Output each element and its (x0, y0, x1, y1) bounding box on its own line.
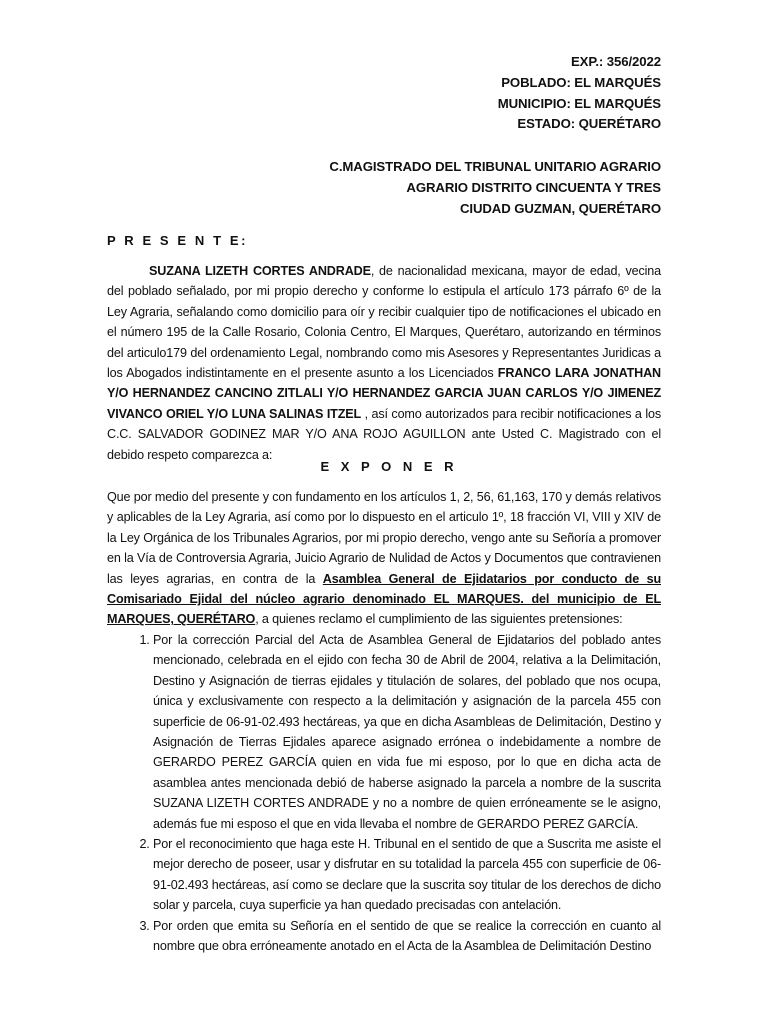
addressee-line-3: CIUDAD GUZMAN, QUERÉTARO (459, 200, 661, 216)
exponer-heading: E X P O N E R (320, 459, 458, 474)
addressee (329, 157, 661, 219)
lawyers-names: FRANCO LARA JONATHAN Y/O HERNANDEZ CANCINO ZITLALI Y/O HERNANDEZ GARCIA JUAN CARLOS Y/O JIMENEZ VIVANCO ORIEL Y/O LUNA SALINAS ITZEL (107, 366, 661, 421)
claims-list (107, 630, 661, 957)
foundation-paragraph (107, 487, 661, 630)
poblado-line: POBLADO: EL MARQUÉS (501, 74, 661, 90)
case-header (498, 52, 661, 135)
foundation-text-1: Que por medio del presente y con fundamento en los artículos 1, 2, 56, 61,163, 170 y demás relativos y aplicables de la Ley Agraria, así como por lo dispuesto en el articulo 1º, 18 fracción VI, VIII y XIV de la Ley Orgánica de los Tribunales Agrarios, por mi propio derecho, vengo ante su Señoría a promover en la Vía de Controversia Agraria, Juicio Agrario de Nulidad de Actos y Documentos que contravienen las leyes agrarias, en contra de la (107, 490, 661, 586)
claim-item: 3. Por orden que emita su Señoría en el sentido de que se realice la corrección en cuanto al nombre que obra erróneamente anotado en el Acta de la Asamblea de Delimitación Destino (153, 916, 661, 957)
municipio-line: MUNICIPIO: EL MARQUÉS (497, 95, 661, 111)
case-number: EXP.: 356/2022 (570, 54, 661, 69)
foundation-text-2: , a quienes reclamo el cumplimiento de las siguientes pretensiones: (255, 612, 623, 627)
addressee-line-1: C.MAGISTRADO DEL TRIBUNAL UNITARIO AGRARIO (329, 159, 661, 174)
estado-line: ESTADO: QUERÉTARO (517, 116, 661, 132)
intro-paragraph (107, 261, 661, 465)
intro-text-1: , de nacionalidad mexicana, mayor de edad, vecina del poblado señalado, por mi propio derecho y conforme lo estipula el artículo 173 párrafo 6º de la Ley Agraria, señalando como domicilio para oír y recibir cualquier tipo de notificaciones el ubicado en el número 195 de la Calle Rosario, Colonia Centro, El Marques, Querétaro, autorizando en términos del articulo179 del ordenamiento Legal, nombrando como mis Asesores y Representantes Juridicas a los Abogados indistintamente en el presente asunto a los Licenciados (107, 264, 661, 381)
petitioner-name: SUZANA LIZETH CORTES ANDRADE (149, 264, 371, 278)
intro-text-2: , así como autorizados para recibir notificaciones a los C.C. SALVADOR GODINEZ MAR Y/O ANA ROJO AGUILLON ante Usted C. Magistrado con el debido respeto comparezca a: (107, 406, 661, 462)
addressee-line-2: AGRARIO DISTRITO CINCUENTA Y TRES (406, 179, 661, 195)
presente-heading: P R E S E N T E: (107, 233, 249, 248)
claim-item: 2. Por el reconocimiento que haga este H. Tribunal en el sentido de que a Suscrita me asiste el mejor derecho de poseer, usar y disfrutar en su totalidad la parcela 455 con superficie de 06-91-02.493 hectáreas, así como se declare que la suscrita soy titular de los derechos de dicho solar y parcela, cuya superficie ya han quedado precisadas con antelación. (153, 834, 661, 916)
claim-item: 1. Por la corrección Parcial del Acta de Asamblea General de Ejidatarios del poblado antes mencionado, celebrada en el ejido con fecha 30 de Abril de 2004, relativa a la Delimitación, Destino y Asignación de tierras ejidales y titulación de solares, del poblado que nos ocupa, única y exclusivamente con respecto a la delimitación y asignación de la parcela 455 con superficie de 06-91-02.493 hectáreas, ya que en dicha Asambleas de Delimitación, Destino y Asignación de Tierras Ejidales aparece asignado errónea o indebidamente a nombre de GERARDO PEREZ GARCÍA quien en vida fue mi esposo, por lo que en dicha acta de asamblea antes mencionada debió de haberse asignado la parcela a nombre de la suscrita SUZANA LIZETH CORTES ANDRADE y no a nombre de quien erróneamente se le asigno, además fue mi esposo el que en vida llevaba el nombre de GERARDO PEREZ GARCÍA. (153, 630, 661, 834)
defendant-name: Asamblea General de Ejidatarios por conducto de su Comisariado Ejidal del núcleo agrario denominado EL MARQUES. del municipio de EL MARQUES, QUERÉTARO (107, 571, 661, 627)
